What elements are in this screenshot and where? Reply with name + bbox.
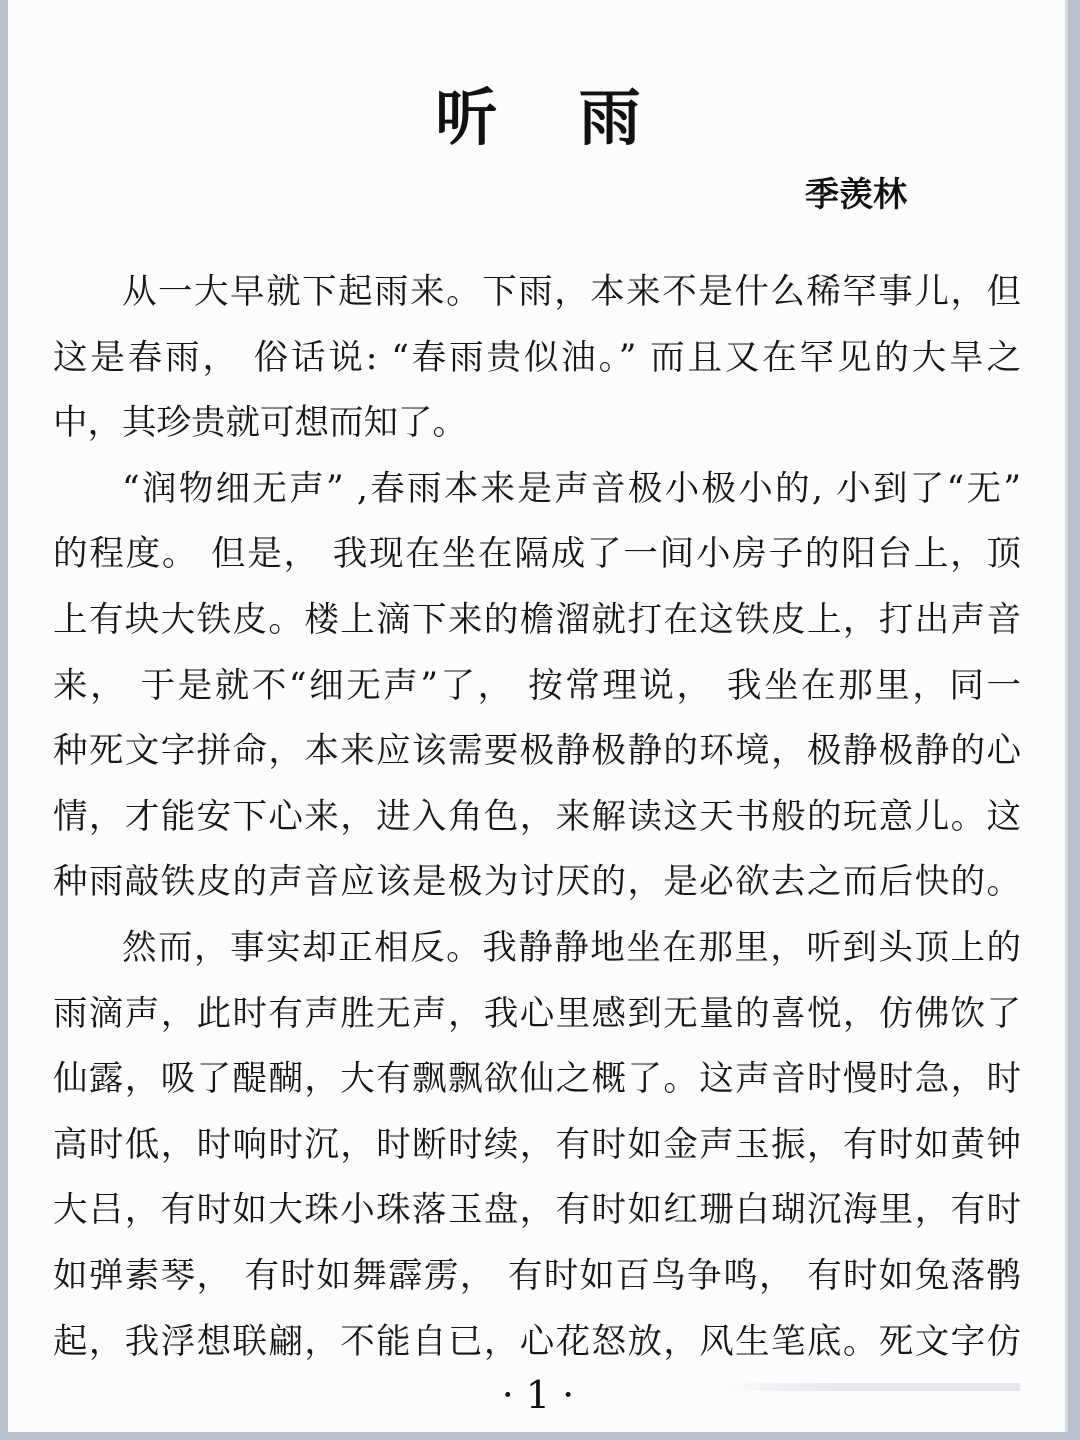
text-line: 种雨敲铁皮的声音应该是极为讨厌的，是必欲去之而后快的。: [53, 862, 1021, 903]
text-line: 种死文字拼命，本来应该需要极静极静的环境，极静极静的心: [53, 731, 1021, 772]
text-line: 起，我浮想联翩，不能自已，心花怒放，风生笔底。死文字仿: [53, 1321, 1021, 1362]
text-line: 这是春雨， 俗话说: “春雨贵似油。” 而且又在罕见的大旱之: [53, 337, 1021, 378]
text-line: 的程度。 但是， 我现在坐在隔成了一间小房子的阳台上，顶: [53, 534, 1021, 575]
document-page: [8, 0, 1068, 1432]
text-line: 仙露，吸了醍醐，大有飘飘欲仙之概了。这声音时慢时急，时: [53, 1059, 1021, 1100]
text-line: 从一大早就下起雨来。下雨，本来不是什么稀罕事儿，但: [122, 272, 1021, 312]
essay-body: [53, 260, 1021, 1375]
text-line: 上有块大铁皮。楼上滴下来的檐溜就打在这铁皮上，打出声音: [53, 599, 1021, 640]
text-line: 中，其珍贵就可想而知了。: [53, 403, 467, 444]
text-line: “润物细无声” ,春雨本来是声音极小极小的, 小到了“无”: [122, 468, 1021, 509]
text-line: 雨滴声，此时有声胜无声，我心里感到无量的喜悦，仿佛饮了: [53, 993, 1021, 1034]
text-line: 大吕，有时如大珠小珠落玉盘，有时如红珊白瑚沉海里，有时: [53, 1190, 1021, 1231]
text-line: 高时低，时响时沉，时断时续，有时如金声玉振，有时如黄钟: [53, 1124, 1021, 1165]
page-number: · 1 ·: [501, 1373, 575, 1417]
text-line: 然而，事实却正相反。我静静地坐在那里，听到头顶上的: [122, 927, 1021, 968]
author-name: 季羡林: [805, 175, 907, 215]
text-line: 来， 于是就不“细无声”了， 按常理说， 我坐在那里，同一: [53, 665, 1021, 706]
text-line: 情，才能安下心来，进入角色，来解读这天书般的玩意儿。这: [53, 796, 1021, 837]
text-line: 如弹素琴， 有时如舞霹雳， 有时如百鸟争鸣， 有时如兔落鹘: [53, 1255, 1021, 1296]
essay-title: 听 雨: [435, 81, 671, 154]
